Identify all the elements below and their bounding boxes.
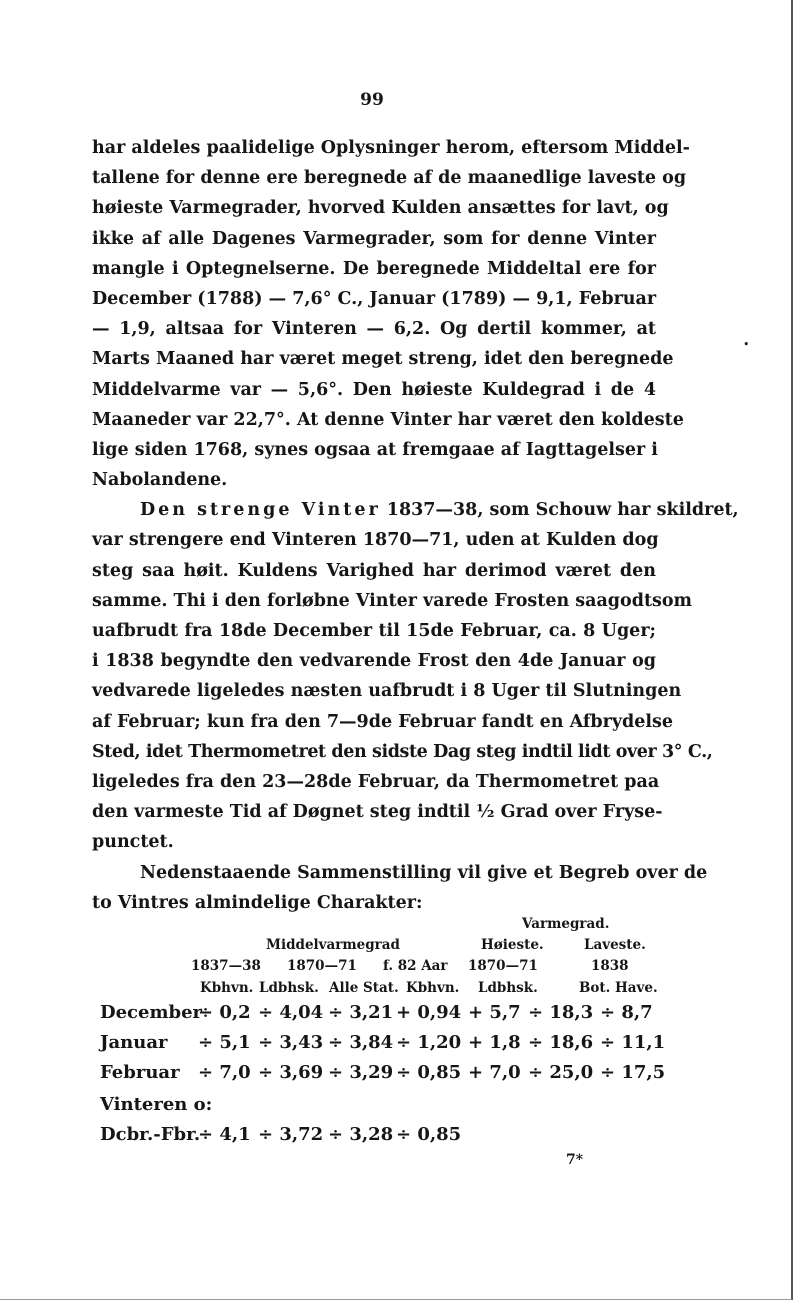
table-cell: ÷ 3,84: [328, 1032, 394, 1053]
text-line: — 1,9, altsaa for Vinteren — 6,2. Og dertil kommer, at: [92, 319, 656, 340]
table-cell: ÷ 5,1: [198, 1032, 251, 1053]
table-cell: ÷ 1,20: [396, 1032, 462, 1053]
text-line: to Vintres almindelige Charakter:: [92, 892, 423, 913]
text-line: lige siden 1768, synes ogsaa at fremgaae af Iagttagelser i: [92, 439, 658, 460]
table-row: [100, 1002, 670, 1032]
text-line: punctet.: [92, 832, 174, 853]
col-year: 1870—71: [468, 958, 538, 974]
table-cell: ÷ 3,29: [328, 1062, 394, 1083]
header-hoieste: Høieste.: [481, 937, 544, 953]
table-cell: ÷ 0,85: [396, 1062, 462, 1083]
body-text: [92, 133, 739, 918]
row-label: December: [100, 1002, 203, 1023]
text-line: December (1788) — 7,6° C., Januar (1789) — 9,1, Februar: [92, 288, 657, 309]
table-row: [100, 1094, 670, 1124]
table-cell: + 5,7: [468, 1002, 521, 1023]
table-row: [100, 1032, 670, 1062]
margin-mark: •: [743, 338, 750, 351]
text-line: steg saa høit. Kuldens Varighed har derimod været den: [92, 560, 656, 581]
col-place: Bot. Have.: [579, 980, 658, 996]
row-label: Vinteren o:: [100, 1094, 213, 1115]
table-cell: + 0,94: [396, 1002, 462, 1023]
table-cell: ÷ 7,0: [198, 1062, 251, 1083]
header-varmegrad: Varmegrad.: [522, 916, 610, 932]
text-line: Maaneder var 22,7°. At denne Vinter har været den koldeste: [92, 409, 684, 430]
text-line: samme. Thi i den forløbne Vinter varede Frosten saagodtsom: [92, 590, 693, 611]
text-line: uafbrudt fra 18de December til 15de Februar, ca. 8 Uger;: [92, 621, 656, 641]
row-label: Dcbr.-Fbr.: [100, 1124, 201, 1145]
table-cell: ÷ 8,7: [600, 1002, 653, 1023]
text-line: Nedenstaaende Sammenstilling vil give et Begreb over de: [140, 862, 708, 883]
col-year: 1838: [591, 958, 629, 974]
text-line: ligeledes fra den 23—28de Februar, da Thermometret paa: [92, 771, 660, 792]
col-place: Kbhvn.: [406, 980, 460, 996]
col-place: Ldbhsk.: [478, 980, 538, 996]
table-cell: ÷ 4,04: [258, 1002, 324, 1023]
lead-rest: 1837—38, som Schouw har skildret,: [380, 500, 739, 521]
table-cell: ÷ 18,6: [528, 1032, 594, 1053]
text-line: har aldeles paalidelige Oplysninger herom, eftersom Middel-: [92, 138, 690, 158]
col-place: Kbhvn.: [200, 980, 254, 996]
text-line: var strengere end Vinteren 1870—71, uden at Kulden dog: [92, 530, 659, 551]
text-line: af Februar; kun fra den 7—9de Februar fandt en Afbrydelse: [92, 711, 674, 732]
table-row: [100, 1124, 670, 1154]
table-cell: ÷ 3,69: [258, 1062, 324, 1083]
text-line: Marts Maaned har været meget streng, idet den beregnede: [92, 349, 674, 370]
col-place: Alle Stat.: [329, 980, 399, 996]
table-cell: + 1,8: [468, 1032, 521, 1053]
text-line: mangle i Optegnelserne. De beregnede Middeltal ere for: [92, 258, 656, 279]
signature-mark: 7*: [566, 1152, 584, 1168]
header-middelvarmegrad: Middelvarmegrad: [266, 937, 400, 953]
text-line: Middelvarme var — 5,6°. Den høieste Kuldegrad i de 4: [92, 379, 656, 400]
table-cell: ÷ 0,85: [396, 1124, 462, 1145]
table-cell: ÷ 3,72: [258, 1124, 324, 1145]
table-cell: ÷ 4,1: [198, 1124, 251, 1145]
row-label: Februar: [100, 1062, 180, 1083]
table-row: [100, 1062, 670, 1092]
table-cell: ÷ 3,43: [258, 1032, 324, 1053]
col-year: 1870—71: [287, 958, 357, 974]
table-cell: ÷ 18,3: [528, 1002, 594, 1023]
text-line-lead: [92, 495, 739, 525]
table-cell: ÷ 0,2: [198, 1002, 251, 1023]
table-cell: ÷ 17,5: [600, 1062, 666, 1083]
text-line: høieste Varmegrader, hvorved Kulden ansættes for lavt, og: [92, 198, 669, 219]
col-year: 1837—38: [191, 958, 261, 974]
table-cell: ÷ 11,1: [600, 1032, 666, 1053]
table-cell: + 7,0: [468, 1062, 521, 1083]
text-line: Sted, idet Thermometret den sidste Dag steg indtil lidt over 3° C.,: [92, 741, 713, 762]
text-line: den varmeste Tid af Døgnet steg indtil ½ Grad over Fryse-: [92, 802, 663, 823]
table-cell: ÷ 3,28: [328, 1124, 394, 1145]
text-line: tallene for denne ere beregnede af de maanedlige laveste og: [92, 168, 687, 189]
col-year: f. 82 Aar: [383, 958, 448, 974]
text-line: vedvarede ligeledes næsten uafbrudt i 8 Uger til Slutningen: [92, 681, 682, 702]
spaced-lead: Den strenge Vinter: [140, 500, 381, 521]
text-line: Nabolandene.: [92, 470, 228, 491]
page-number: 99: [360, 90, 384, 110]
row-label: Januar: [100, 1032, 168, 1053]
text-line: ikke af alle Dagenes Varmegrader, som for denne Vinter: [92, 228, 656, 249]
text-line: i 1838 begyndte den vedvarende Frost den 4de Januar og: [92, 651, 656, 672]
header-laveste: Laveste.: [584, 937, 646, 953]
table-cell: ÷ 3,21: [328, 1002, 394, 1023]
col-place: Ldbhsk.: [259, 980, 319, 996]
table-cell: ÷ 25,0: [528, 1062, 594, 1083]
